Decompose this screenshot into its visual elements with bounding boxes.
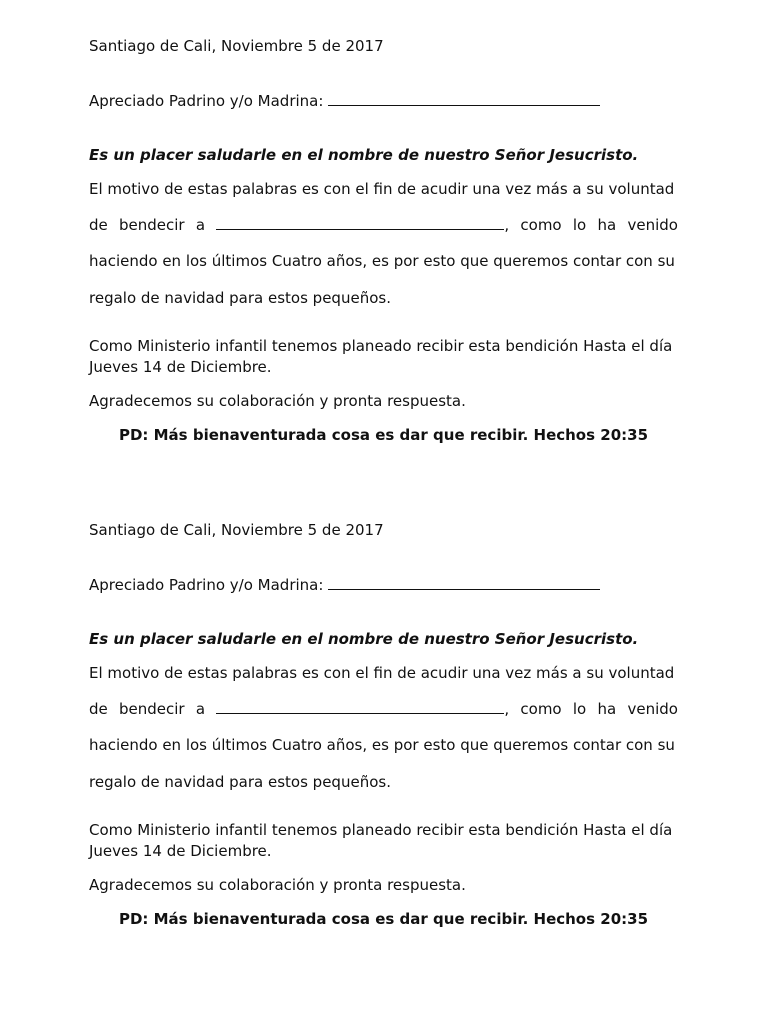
word: como (520, 700, 562, 718)
thanks-line: Agradecemos su colaboración y pronta respuesta. (89, 876, 466, 894)
word: bendecir (119, 700, 185, 718)
word: venido (627, 700, 678, 718)
paragraph2-line1: Como Ministerio infantil tenemos planeado recibir esta bendición Hasta el día (89, 337, 673, 355)
salutation-line (89, 91, 678, 111)
word: a (195, 700, 206, 718)
paragraph1-line3: haciendo en los últimos Cuatro años, es por esto que queremos contar con su (89, 252, 675, 270)
word: de (89, 216, 108, 234)
comma: , (504, 700, 510, 718)
date-line: Santiago de Cali, Noviembre 5 de 2017 (89, 521, 384, 539)
word: ha (597, 216, 617, 234)
pd-line: PD: Más bienaventurada cosa es dar que recibir. Hechos 20:35 (118, 426, 649, 444)
word: lo (572, 700, 587, 718)
paragraph1-line3: haciendo en los últimos Cuatro años, es por esto que queremos contar con su (89, 736, 675, 754)
paragraph1-line4: regalo de navidad para estos pequeños. (89, 289, 391, 307)
salutation-text: Apreciado Padrino y/o Madrina: (89, 92, 324, 110)
greeting-line: Es un placer saludarle en el nombre de nuestro Señor Jesucristo. (89, 630, 639, 648)
salutation-text: Apreciado Padrino y/o Madrina: (89, 576, 324, 594)
greeting-line: Es un placer saludarle en el nombre de nuestro Señor Jesucristo. (89, 146, 639, 164)
sponsor-name-blank (328, 575, 600, 590)
word: a (195, 216, 206, 234)
word: bendecir (119, 216, 185, 234)
paragraph2-line2: Jueves 14 de Diciembre. (89, 358, 272, 376)
child-name-blank (216, 699, 504, 714)
paragraph2-line1: Como Ministerio infantil tenemos planeado recibir esta bendición Hasta el día (89, 821, 673, 839)
paragraph1-line1: El motivo de estas palabras es con el fin de acudir una vez más a su voluntad (89, 664, 675, 682)
date-line: Santiago de Cali, Noviembre 5 de 2017 (89, 37, 384, 55)
word: como (520, 216, 562, 234)
sponsor-name-blank (328, 91, 600, 106)
word: lo (572, 216, 587, 234)
comma: , (504, 216, 510, 234)
word: venido (627, 216, 678, 234)
word: ha (597, 700, 617, 718)
word: de (89, 700, 108, 718)
paragraph1-line1: El motivo de estas palabras es con el fin de acudir una vez más a su voluntad (89, 180, 675, 198)
paragraph1-line2 (89, 699, 678, 719)
pd-line: PD: Más bienaventurada cosa es dar que recibir. Hechos 20:35 (118, 910, 649, 928)
child-name-blank (216, 215, 504, 230)
paragraph1-line2 (89, 215, 678, 235)
salutation-line (89, 575, 678, 595)
paragraph1-line4: regalo de navidad para estos pequeños. (89, 773, 391, 791)
paragraph2-line2: Jueves 14 de Diciembre. (89, 842, 272, 860)
thanks-line: Agradecemos su colaboración y pronta respuesta. (89, 392, 466, 410)
